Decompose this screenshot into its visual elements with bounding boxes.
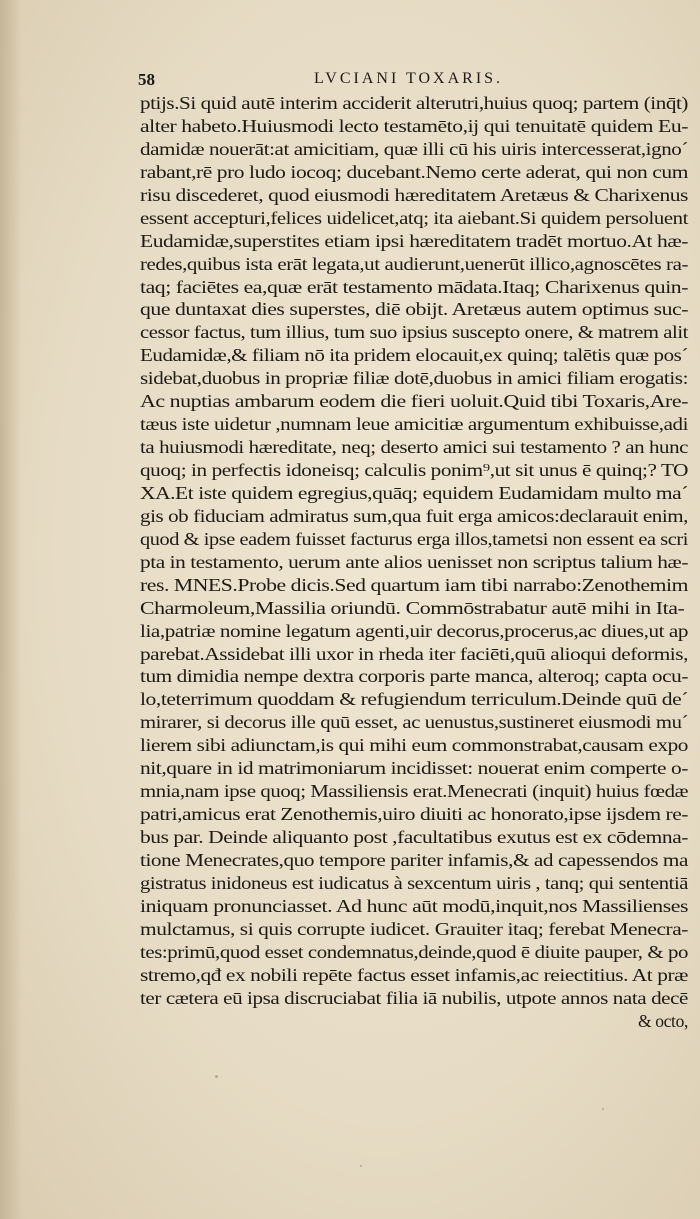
text-line: tione Menecrates,quo tempore pariter infamis,& ad capessendos ma — [140, 849, 688, 870]
text-line: ptijs.Si quid autē interim acciderit alterutri,huius quoq; partem (inq̄t) — [140, 93, 688, 113]
text-line: pta in testamento, uerum ante alios uenisset non scriptus talium hæ- — [140, 551, 688, 572]
text-line: sidebat,duobus in propriæ filiæ dotē,duobus in amici filiam erogatis: — [140, 368, 688, 389]
text-line: mirarer, si decorus ille quū esset, ac uenustus,sustineret eiusmodi muˊ — [140, 712, 688, 733]
text-line: rabant,rē pro ludo iocoq; ducebant.Nemo certe aderat, qui non cum — [140, 161, 688, 182]
text-line: alter habeto.Huiusmodi lecto testamēto,ij qui tenuitatē quidem Eu- — [140, 115, 688, 136]
text-line: lia,patriæ nomine legatum agenti,uir decorus,procerus,ac diues,ut ap — [140, 620, 688, 641]
text-line: res. MNES.Probe dicis.Sed quartum iam tibi narrabo:Zenothemim — [140, 574, 688, 595]
text-line: nit,quare in id matrimoniarum incidisset: nouerat enim comperte o- — [140, 758, 688, 779]
paper-speck — [360, 1165, 362, 1167]
body-text — [140, 92, 690, 1032]
text-line: bus par. Deinde aliquanto post ,facultatibus exutus est ex cōdemna- — [140, 827, 688, 847]
text-line: mnia,nam ipse quoq; Massiliensis erat.Menecrati (inquit) huius fœdæ — [140, 781, 688, 802]
text-line: essent accepturi,felices uidelicet,atq; ita aiebant.Si quidem persoluent — [140, 207, 688, 228]
text-line: tes:primū,quod esset condemnatus,deinde,quod ē diuite pauper, & po — [140, 941, 688, 962]
text-line: que duntaxat dies superstes, diē obijt. Aretæus autem optimus suc- — [140, 299, 688, 320]
text-line: quod & ipse eadem fuisset facturus erga illos,tametsi non essent ea scri — [140, 528, 688, 549]
text-line: Eudamidæ,superstites etiam ipsi hæreditatem tradēt mortuo.At hæ- — [140, 230, 688, 251]
text-line: ta huiusmodi hæreditate, neq; deserto amici sui testamento ? an hunc — [140, 437, 688, 458]
text-line: tæus iste uidetur ,numnam leue amicitiæ argumentum exhibuisse,adi — [140, 414, 688, 435]
page-gutter-shadow — [0, 0, 22, 1219]
text-line: gistratus inidoneus est iudicatus à sexcentum uiris , tanq; qui sententiā — [140, 872, 688, 893]
text-line: parebat.Assidebat illi uxor in rheda iter faciēti,quū alioqui deformis, — [140, 643, 688, 664]
text-line: ter cætera eū ipsa discruciabat filia iā nubilis, utpote annos nata decē — [140, 987, 688, 1008]
page-number: 58 — [138, 70, 155, 89]
paper-speck — [602, 1108, 604, 1110]
text-line: damidæ nouerāt:at amicitiam, quæ illi cū his uiris intercesserat,ignoˊ — [140, 138, 688, 159]
running-title: LVCIANI TOXARIS. — [314, 70, 504, 87]
text-line: & octo, — [637, 1010, 688, 1031]
text-line: Eudamidæ,& filiam nō ita pridem elocauit,ex quinq; talētis quæ posˊ — [140, 345, 688, 366]
text-line: iniquam pronunciasset. Ad hunc aūt modū,inquit,nos Massilienses — [140, 895, 688, 916]
text-line: XA.Et iste quidem egregius,quāq; equidem Eudamidam multo maˊ — [140, 482, 688, 503]
text-line: mulctamus, si quis corrupte iudicet. Grauiter itaq; ferebat Menecra- — [140, 918, 688, 939]
page-header — [130, 70, 550, 94]
text-line: redes,quibus ista erāt legata,ut audierunt,uenerūt illico,agnoscētes ra- — [140, 253, 688, 274]
text-line: taq; faciētes ea,quæ erāt testamento mādata.Itaq; Charixenus quin- — [140, 276, 688, 297]
text-line: stremo,qđ ex nobili repēte factus esset infamis,ac reiectitius. At præ — [140, 964, 688, 985]
text-line: risu discederet, quod eiusmodi hæreditatem Aretæus & Charixenus — [140, 184, 688, 205]
text-line: tum dimidia nempe dextra corporis parte manca, alteroq; capta ocu- — [140, 666, 688, 687]
text-line: gis ob fiduciam admiratus sum,qua fuit erga amicos:declarauit enim, — [140, 505, 688, 526]
text-line: Charmoleum,Massilia oriundū. Commōstrabatur autē mihi in Ita- — [140, 597, 685, 618]
text-line: cessor factus, tum illius, tum suo ipsius suscepto onere, & matrem alit — [140, 322, 688, 343]
text-line: patri,amicus erat Zenothemis,uiro diuiti ac honorato,ipse ijsdem re- — [140, 804, 688, 825]
text-line: quoq; in perfectis idoneisq; calculis ponim⁹,ut sit unus ē quinq;? TO — [140, 460, 688, 480]
text-line: lierem sibi adiunctam,is qui mihi eum commonstrabat,causam expo — [140, 735, 688, 756]
paper-speck — [215, 1075, 218, 1078]
text-line: lo,teterrimum quoddam & refugiendum terriculum.Deinde quū deˊ — [140, 689, 688, 710]
text-line: Ac nuptias ambarum eodem die fieri uoluit.Quid tibi Toxaris,Are- — [140, 391, 688, 412]
